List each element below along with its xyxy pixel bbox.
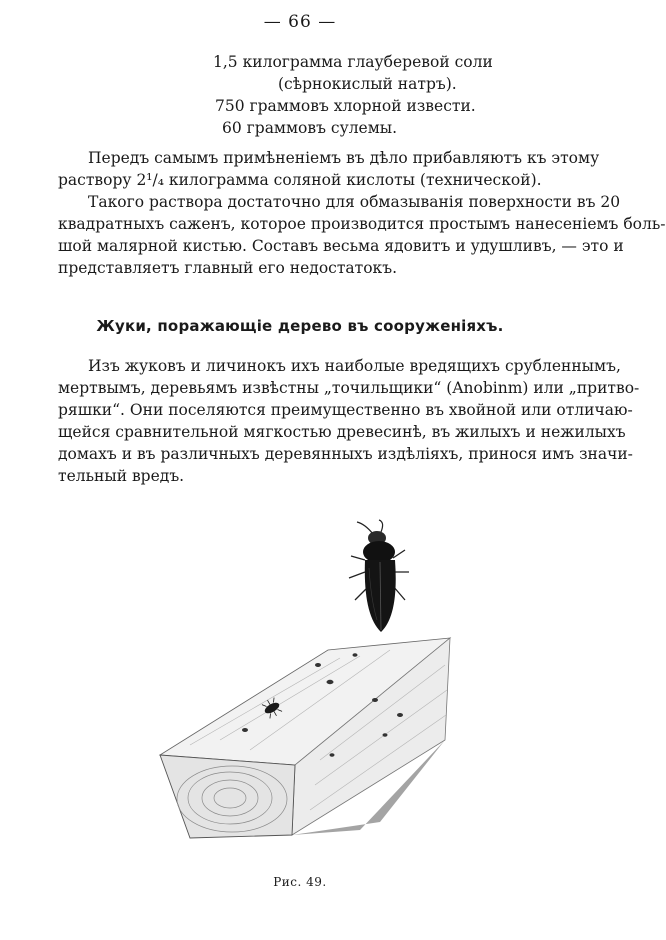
text-line: раствору 2¹/₄ килограмма соляной кислоты (технической).	[58, 171, 542, 189]
text-line: щейся сравнительной мягкостью древесинѣ, въ жилыхъ и нежилыхъ	[58, 423, 626, 441]
recipe-line: 1,5 килограмма глауберевой соли	[213, 53, 493, 71]
text-line: Изъ жуковъ и личинокъ ихъ наиболые вредящихъ срубленнымъ,	[88, 357, 621, 375]
text-line: квадратныхъ саженъ, которое производится простымъ нанесеніемъ боль-	[58, 215, 666, 233]
text-line: представляетъ главный его недостатокъ.	[58, 259, 398, 277]
paragraph-beetles	[58, 355, 640, 487]
beetle-illustration	[349, 520, 409, 632]
wood-beam-illustration	[160, 638, 450, 838]
text-line: шой малярной кистью. Составъ весьма ядовитъ и удушливъ, — это и	[58, 237, 624, 255]
page-number: — 66 —	[263, 12, 337, 32]
recipe-line: (сѣрнокислый натръ).	[278, 75, 457, 93]
paragraph-coverage	[58, 191, 666, 279]
recipe-list	[213, 51, 493, 139]
text-line: ряшки“. Они поселяются преимущественно въ хвойной или отличаю-	[58, 401, 633, 419]
text-line: мертвымъ, деревьямъ извѣстны „точильщики“ (Anobinm) или „притво-	[58, 379, 640, 397]
paragraph-application	[58, 147, 600, 191]
section-heading: Жуки, поражающіе дерево въ сооруженіяхъ.	[96, 317, 504, 335]
text-line: тельный вредъ.	[58, 467, 185, 485]
text-line: Такого раствора достаточно для обмазыванія поверхности въ 20	[88, 193, 621, 211]
recipe-line: 60 граммовъ сулемы.	[222, 119, 398, 137]
figure-beetle-wood-illustration	[150, 510, 590, 860]
recipe-line: 750 граммовъ хлорной извести.	[215, 97, 476, 115]
figure-caption: Рис. 49.	[273, 875, 327, 889]
text-line: Передъ самымъ примѣненіемъ въ дѣло прибавляютъ къ этому	[88, 149, 600, 167]
text-line: домахъ и въ различныхъ деревянныхъ издѣліяхъ, принося имъ значи-	[58, 445, 633, 463]
